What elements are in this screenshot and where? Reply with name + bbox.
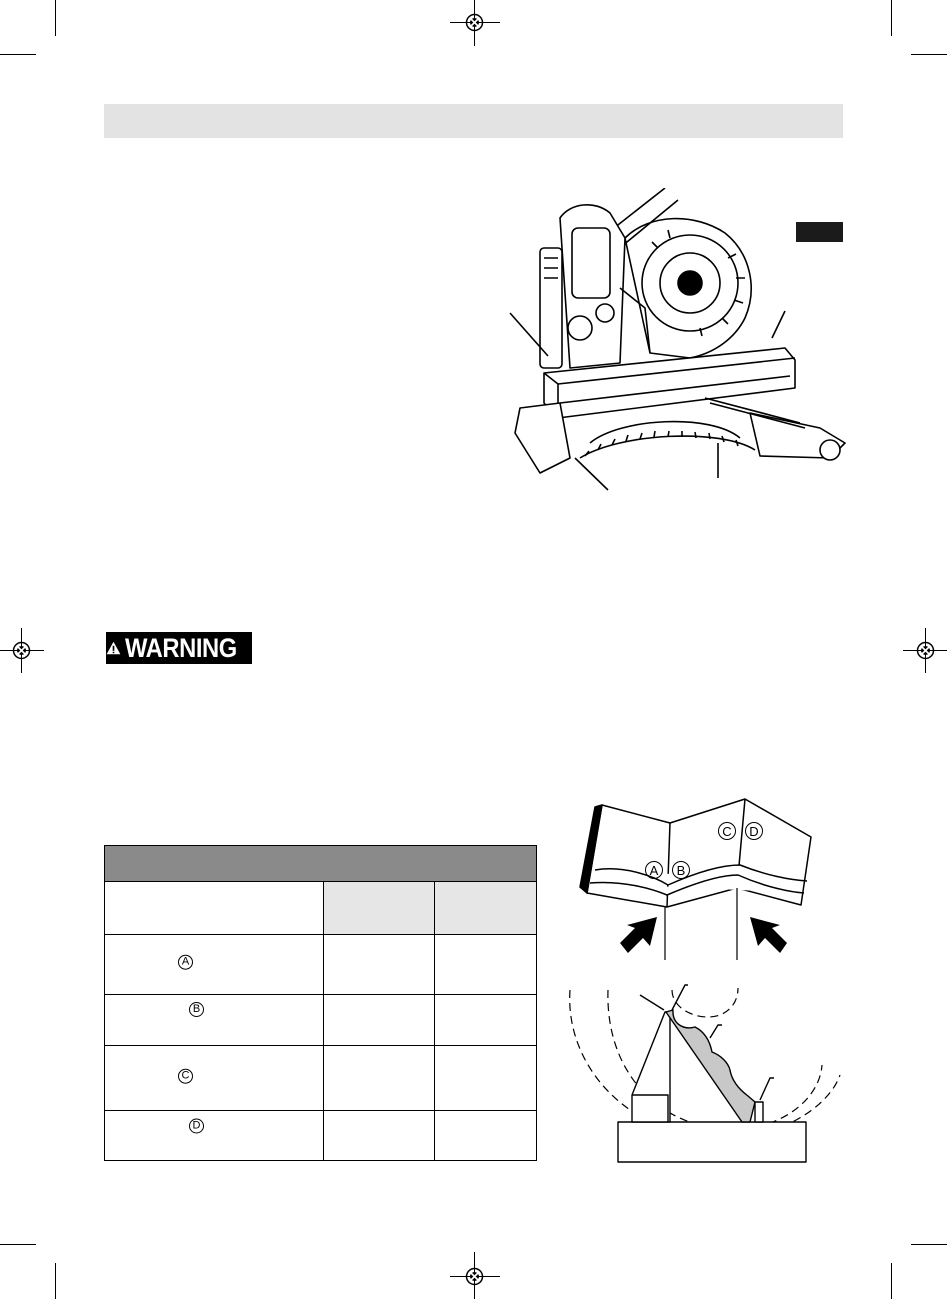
table-row <box>105 934 537 994</box>
registration-mark-icon <box>464 1266 485 1287</box>
crop-mark <box>55 0 56 36</box>
registration-mark-icon <box>915 640 936 661</box>
miter-saw-illustration <box>500 188 850 498</box>
table-cell <box>105 994 324 1045</box>
crown-molding-table <box>104 845 537 1161</box>
table-cell <box>324 934 435 994</box>
crop-mark <box>0 54 36 55</box>
section-header-bar <box>104 104 843 138</box>
position-marker: A <box>178 955 193 970</box>
position-marker: B <box>189 1002 204 1017</box>
position-marker: C <box>178 1069 193 1084</box>
crop-mark <box>55 1263 56 1299</box>
table-row <box>105 1046 537 1110</box>
table-row <box>105 1110 537 1160</box>
crop-mark <box>0 1244 36 1245</box>
table-header-row <box>105 882 537 934</box>
table-cell <box>105 934 324 994</box>
warning-label: WARNING <box>125 632 237 663</box>
warning-triangle-icon <box>106 636 121 660</box>
table-cell <box>105 1046 324 1110</box>
crop-mark <box>911 54 947 55</box>
table-cell <box>324 994 435 1045</box>
table-cell <box>435 934 537 994</box>
table-cell <box>324 1110 435 1160</box>
table-header-cell <box>105 882 324 934</box>
position-marker: D <box>189 1119 204 1134</box>
crown-corner-illustration <box>575 795 815 960</box>
crop-mark <box>911 1244 947 1245</box>
table-cell <box>324 1046 435 1110</box>
table-row <box>105 994 537 1045</box>
corner-marker: C <box>718 822 736 840</box>
table-header-cell <box>435 882 537 934</box>
warning-badge <box>106 632 252 664</box>
table-header-cell <box>324 882 435 934</box>
table-caption-bar <box>105 846 537 882</box>
table-cell <box>435 1110 537 1160</box>
table-cell <box>105 1110 324 1160</box>
registration-mark-icon <box>464 12 485 33</box>
registration-mark-icon <box>11 640 32 661</box>
corner-marker: D <box>745 822 763 840</box>
crop-mark <box>891 0 892 36</box>
crop-mark <box>891 1263 892 1299</box>
corner-marker: B <box>672 861 690 879</box>
crown-profile-illustration <box>560 970 845 1165</box>
corner-marker: A <box>645 861 663 879</box>
table-cell <box>435 994 537 1045</box>
table-cell <box>435 1046 537 1110</box>
